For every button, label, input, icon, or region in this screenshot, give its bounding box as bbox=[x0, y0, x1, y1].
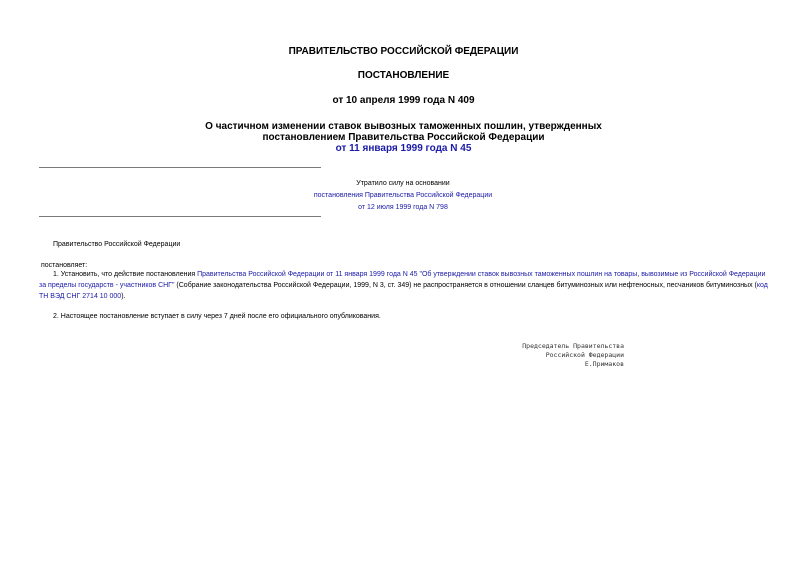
repeal-note-link-resolution[interactable]: постановления Правительства Российской Федерации bbox=[313, 192, 493, 199]
title-reference-link[interactable]: от 11 января 1999 года N 45 bbox=[335, 143, 472, 154]
divider-bottom bbox=[39, 216, 321, 217]
signature-name: Е.Примаков bbox=[584, 360, 624, 368]
title-line-2: постановлением Правительства Российской Федерации bbox=[262, 132, 545, 143]
repeal-note-text: Утратило силу на основании bbox=[356, 180, 450, 187]
item-1-code-link[interactable]: код ТН ВЭД СНГ 2714 10 000 bbox=[39, 282, 768, 300]
signature-position: Председатель Правительства bbox=[522, 342, 624, 350]
item-1-text-before: 1. Установить, что действие постановления bbox=[53, 271, 198, 278]
issuing-authority: ПРАВИТЕЛЬСТВО РОССИЙСКОЙ ФЕДЕРАЦИИ bbox=[288, 46, 519, 57]
paragraph-item-1 bbox=[39, 269, 771, 302]
repeal-note-link-date[interactable]: от 12 июля 1999 года N 798 bbox=[358, 204, 448, 211]
paragraph-resolves: постановляет: bbox=[41, 262, 88, 269]
paragraph-government: Правительство Российской Федерации bbox=[53, 241, 181, 248]
document-date-number: от 10 апреля 1999 года N 409 bbox=[332, 95, 475, 106]
signature-block bbox=[440, 342, 624, 369]
item-1-text-after: ). bbox=[121, 293, 126, 300]
repeal-note bbox=[300, 178, 506, 214]
paragraph-item-2: 2. Настоящее постановление вступает в силу через 7 дней после его официального опубликования. bbox=[53, 313, 381, 320]
item-1-text-middle: (Собрание законодательства Российской Федерации, 1999, N 3, ст. 349) не распространяется в отношении сланцев битуминозных или нефтеносных, песчаников битуминозных ( bbox=[174, 282, 757, 289]
divider-top bbox=[39, 167, 321, 168]
item-1-resolution-link[interactable]: Правительства Российской Федерации от 11 января 1999 года N 45 "Об утверждении ставок вывозных таможенных пошлин на товары, вывозимые из Российской Федерации за пределы государств - участников СНГ" bbox=[39, 271, 766, 289]
title-line-1: О частичном изменении ставок вывозных таможенных пошлин, утвержденных bbox=[205, 121, 602, 132]
signature-country: Российской Федерации bbox=[545, 351, 624, 359]
document-title bbox=[0, 121, 807, 154]
document-type: ПОСТАНОВЛЕНИЕ bbox=[357, 70, 450, 81]
